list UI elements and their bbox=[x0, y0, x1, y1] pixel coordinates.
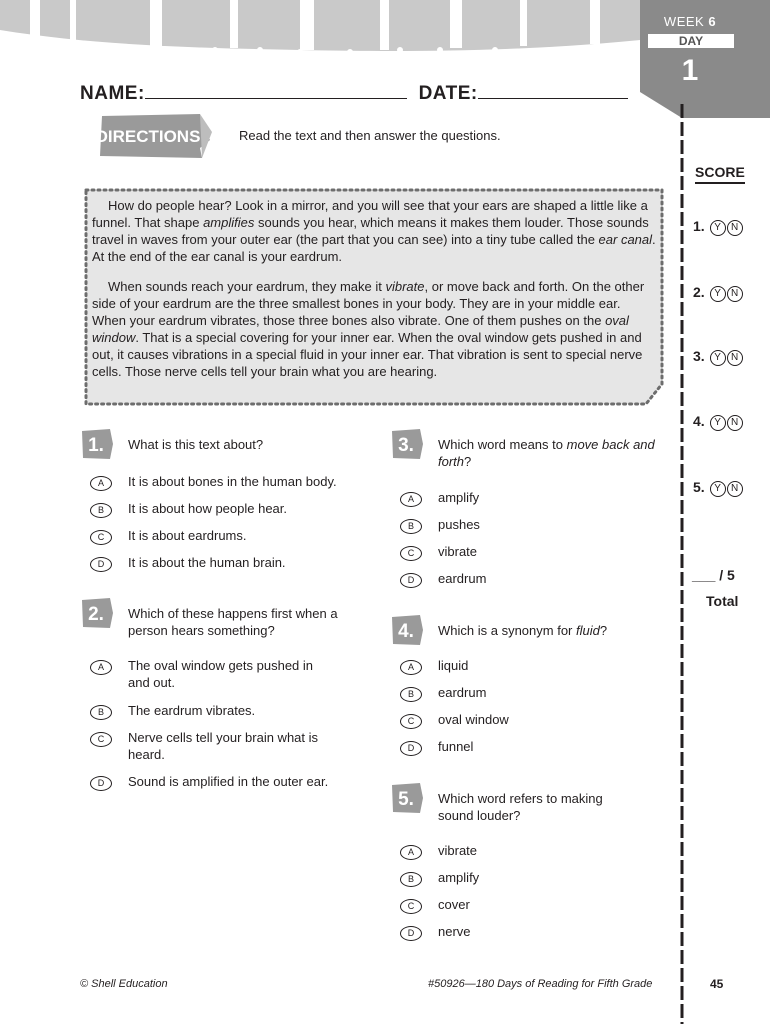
q2-option-d[interactable]: D Sound is amplified in the outer ear. bbox=[90, 773, 112, 791]
total-label: Total bbox=[706, 593, 739, 609]
score-item-5[interactable]: 5. Y N bbox=[693, 479, 743, 497]
q2-option-a[interactable]: A The oval window gets pushed in and out. bbox=[90, 657, 112, 675]
q1-option-c[interactable]: C It is about eardrums. bbox=[90, 527, 112, 545]
q1-option-d[interactable]: D It is about the human brain. bbox=[90, 554, 112, 572]
q5-option-c[interactable]: C cover bbox=[400, 896, 422, 914]
footer-book-title: #50926—180 Days of Reading for Fifth Grade bbox=[428, 978, 653, 990]
page-number: 45 bbox=[710, 977, 724, 991]
directions-text: Read the text and then answer the questions. bbox=[239, 128, 501, 143]
svg-text:2.: 2. bbox=[88, 604, 104, 625]
yes-circle: Y bbox=[710, 350, 726, 366]
svg-text:1.: 1. bbox=[88, 435, 104, 456]
passage-paragraph-2: When sounds reach your eardrum, they make it vibrate, or move back and forth. On the other side of your eardrum are the three smallest bones in your body. They are in your middle ear. When your eardrum vibrates, those three bones also vibrate. One of them pushes on the oval window. That is a special covering for your inner ear. When the oval window gets pushed in and out, it causes vibrations in a special fluid in your inner ear. That vibration is sent to special nerve cells. Those nerve cells tell your brain what you are hearing. bbox=[92, 279, 645, 379]
yes-circle: Y bbox=[710, 481, 726, 497]
no-circle: N bbox=[727, 481, 743, 497]
question-3-text: Which word means to move back and forth? bbox=[438, 437, 655, 469]
score-title: SCORE bbox=[695, 164, 745, 184]
week-label: WEEK 6 bbox=[663, 14, 717, 29]
date-label: DATE: bbox=[418, 83, 478, 104]
directions-badge bbox=[96, 112, 216, 160]
score-item-4[interactable]: 4. Y N bbox=[693, 413, 743, 431]
svg-text:4.: 4. bbox=[398, 621, 414, 642]
score-item-3[interactable]: 3. Y N bbox=[693, 348, 743, 366]
day-label: DAY bbox=[648, 34, 734, 48]
passage-paragraph-1: How do people hear? Look in a mirror, and you will see that your ears are shaped a little like a funnel. That shape amplifies sounds you hear, which means it makes them louder. Those sounds travel in waves from your outer ear (the part that you can see) into a tiny tube called the ear canal. At the end of the ear canal is your eardrum. bbox=[92, 198, 656, 264]
score-divider bbox=[680, 104, 684, 1024]
question-4-badge bbox=[390, 614, 424, 646]
q5-option-d[interactable]: D nerve bbox=[400, 923, 422, 941]
question-5-badge bbox=[390, 782, 424, 814]
q3-option-b[interactable]: B pushes bbox=[400, 516, 422, 534]
q3-option-c[interactable]: C vibrate bbox=[400, 543, 422, 561]
total-score[interactable]: ___ / 5 bbox=[692, 567, 735, 583]
question-1-badge bbox=[80, 428, 114, 460]
q1-option-a[interactable]: A It is about bones in the human body. bbox=[90, 473, 112, 491]
directions-badge-label: DIRECTIONS bbox=[96, 127, 201, 146]
question-2-badge bbox=[80, 597, 114, 629]
name-label: NAME: bbox=[80, 83, 145, 104]
q4-option-a[interactable]: A liquid bbox=[400, 657, 422, 675]
score-item-1[interactable]: 1. Y N bbox=[693, 218, 743, 236]
no-circle: N bbox=[727, 220, 743, 236]
svg-text:5.: 5. bbox=[398, 789, 414, 810]
question-5-text: Which word refers to making sound louder? bbox=[438, 791, 603, 823]
q4-option-c[interactable]: C oval window bbox=[400, 711, 422, 729]
q4-option-b[interactable]: B eardrum bbox=[400, 684, 422, 702]
footer-publisher: © Shell Education bbox=[80, 978, 168, 990]
q3-option-a[interactable]: A amplify bbox=[400, 489, 422, 507]
svg-text:3.: 3. bbox=[398, 435, 414, 456]
date-field[interactable] bbox=[478, 82, 628, 99]
score-item-2[interactable]: 2. Y N bbox=[693, 284, 743, 302]
q4-option-d[interactable]: D funnel bbox=[400, 738, 422, 756]
yes-circle: Y bbox=[710, 220, 726, 236]
q5-option-a[interactable]: A vibrate bbox=[400, 842, 422, 860]
name-field[interactable] bbox=[145, 82, 407, 99]
q1-option-b[interactable]: B It is about how people hear. bbox=[90, 500, 112, 518]
q3-option-d[interactable]: D eardrum bbox=[400, 570, 422, 588]
q5-option-b[interactable]: B amplify bbox=[400, 869, 422, 887]
q2-option-c[interactable]: C Nerve cells tell your brain what is heard. bbox=[90, 729, 112, 747]
q2-option-b[interactable]: B The eardrum vibrates. bbox=[90, 702, 112, 720]
yes-circle: Y bbox=[710, 286, 726, 302]
no-circle: N bbox=[727, 350, 743, 366]
yes-circle: Y bbox=[710, 415, 726, 431]
question-4-text: Which is a synonym for fluid? bbox=[438, 623, 608, 638]
no-circle: N bbox=[727, 286, 743, 302]
question-2-text: Which of these happens first when a person hears something? bbox=[128, 606, 338, 638]
no-circle: N bbox=[727, 415, 743, 431]
name-date-row bbox=[80, 82, 628, 105]
question-3-badge bbox=[390, 428, 424, 460]
day-number: 1 bbox=[681, 54, 699, 87]
question-1-text: What is this text about? bbox=[128, 437, 264, 452]
